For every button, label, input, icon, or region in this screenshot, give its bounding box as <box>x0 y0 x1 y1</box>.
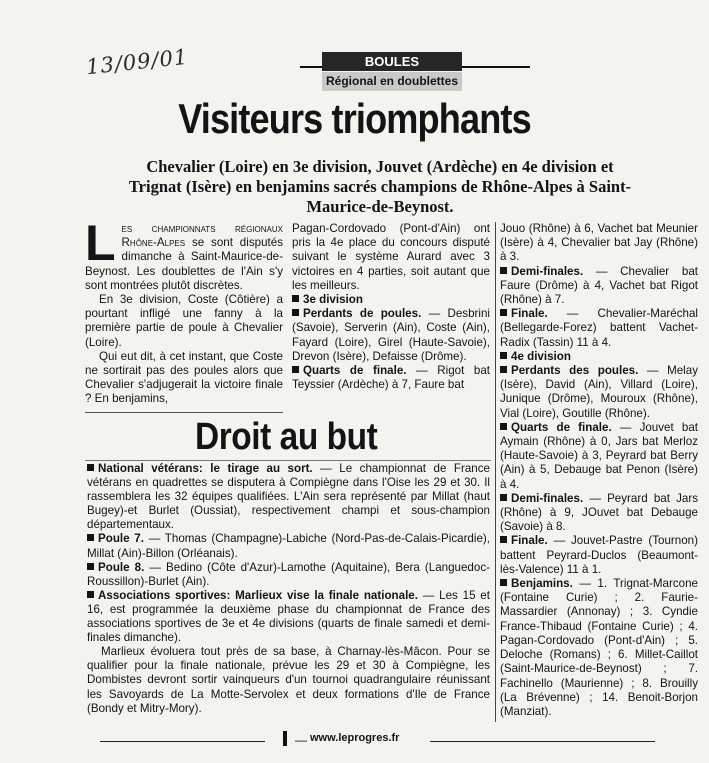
square-bullet-icon <box>500 423 507 430</box>
subheading: Benjamins. <box>511 577 573 591</box>
subheading: 4e division <box>511 349 571 363</box>
square-bullet-icon <box>87 534 94 541</box>
article-deck: Chevalier (Loire) en 3e division, Jouvet (Ardèche) en 4e division et Trignat (Isère) en benjamins sacrés champions de Rhône-Alpes à Saint-Maurice-de-Beynost. <box>128 157 632 216</box>
paragraph: — Jouvet bat Aymain (Rhône) à 0, Jars bat Merloz (Haute-Savoie) à 3, Peyrard bat Berry (Ain) à 5, Debauge bat Penon (Isère) à 4. <box>500 420 698 491</box>
paragraph: — Jouvet-Pastre (Tournon) battent Peyrard-Duclos (Beaumont-lès-Valence) 11 à 1. <box>500 534 698 576</box>
paragraph: En 3e division, Coste (Côtière) a pourtant infligé une fanny à la première partie de poule à Chevalier (Loire). <box>85 293 283 349</box>
subheading: Perdants de poules. <box>303 307 422 321</box>
article-headline: Visiteurs triomphants <box>178 95 531 142</box>
subheading: Poule 7. <box>98 532 144 546</box>
square-bullet-icon <box>500 536 507 543</box>
subheading: Quarts de finale. <box>511 420 612 434</box>
square-bullet-icon <box>500 352 507 359</box>
paragraph: — Melay (Isère), David (Ain), Villard (Loire), Junique (Drôme), Mouroux (Rhône), Vial (Loire), Goutille (Rhône). <box>500 364 698 420</box>
paragraph: — Les 15 et 16, est programmée la deuxième phase du championnat de France des associations sportives de 3e et 4e divisions (quarts de finale samedi et demi-finales dimanche). <box>87 588 490 645</box>
paragraph: — Chevalier bat Faure (Drôme) à 4, Vachet bat Rigot (Rhône) à 7. <box>500 264 698 307</box>
paragraph: Marlieux évoluera tout près de sa base, à Charnay-lès-Mâcon. Pour se qualifier pour la finale nationale, prévue les 29 et 30 à Compiègne, les Dombistes devront sortir vainqueurs d'un tournoi quadrangulaire réunissant les Savoyards de La Motte-Servolex et deux formations d'Ile de France (Bondy et Mitry-Mory). <box>87 645 490 715</box>
article-column-3 <box>500 222 698 719</box>
article-column-2 <box>292 222 490 392</box>
square-bullet-icon <box>292 295 299 302</box>
subheading: Perdants des poules. <box>511 364 639 378</box>
paragraph: se sont disputés dimanche à Saint-Maurice-de-Beynost. Les doublettes de l'Ain s'y sont montrées plutôt discrètes. <box>85 236 283 292</box>
subsection-label: Régional en doublettes <box>322 72 462 91</box>
lead-in: es championnats régionaux Rhône-Alpes <box>121 222 283 250</box>
paragraph: — Le championnat de France vétérans en quadrettes se disputera à Compiègne dans l'Oise les 29 et 30. Il rassemblera les 32 équipes qualifiées. L'Ain sera représenté par Millat (haut Bugey)-et Burlet (Oussiat), respectivement champi et sous-champion départementaux. <box>87 462 490 532</box>
footer-bar <box>283 731 287 746</box>
paragraph: — Rigot bat Teyssier (Ardèche) à 7, Faure bat <box>292 364 490 392</box>
square-bullet-icon <box>500 579 507 586</box>
subheading: 3e division <box>303 293 363 307</box>
square-bullet-icon <box>500 309 507 316</box>
subheading: Quarts de finale. <box>303 364 407 378</box>
subheading: National vétérans: le tirage au sort. <box>98 462 313 475</box>
square-bullet-icon <box>87 464 94 471</box>
paragraph: — Chevalier-Maréchal (Bellegarde-Forez) battent Vachet-Radix (Tassin) 11 à 4. <box>500 307 698 349</box>
paragraph: Qui eut dit, à cet instant, que Coste ne sortirait pas des poules alors que Chevalier s'adjugerait la victoire finale ? En benjamins, <box>85 349 283 406</box>
square-bullet-icon <box>292 309 299 316</box>
article-column-1 <box>85 215 283 407</box>
paragraph: Pagan-Cordovado (Pont-d'Ain) ont pris la 4e place du concours disputé suivant le système Aurard avec 3 victoires en 4 parties, soit autant que les meilleurs. <box>292 222 490 292</box>
footer-rule-right <box>430 741 655 742</box>
section-label: BOULES <box>322 52 462 71</box>
subheading: Demi-finales. <box>511 264 584 278</box>
subheading: Finale. <box>511 307 548 321</box>
footer-url[interactable]: www.leprogres.fr <box>310 732 400 744</box>
paragraph: — Bedino (Côte d'Azur)-Lamothe (Aquitaine), Bera (Languedoc-Roussillon)-Burlet (Ain). <box>87 560 490 588</box>
paragraph: — Thomas (Champagne)-Labiche (Nord-Pas-de-Calais-Picardie), Millat (Ain)-Billon (Orléanais). <box>87 532 490 560</box>
paragraph: — Peyrard bat Jars (Rhône) à 9, JOuvet bat Debauge (Savoie) à 8. <box>500 491 698 534</box>
column-divider <box>495 222 496 722</box>
square-bullet-icon <box>500 267 507 274</box>
paragraph: Jouo (Rhône) à 6, Vachet bat Meunier (Isère) à 4, Chevalier bat Jay (Rhône) à 3. <box>500 222 698 264</box>
brief-body <box>87 462 490 716</box>
subheading: Finale. <box>511 534 548 548</box>
square-bullet-icon <box>87 563 94 570</box>
paragraph: — 1. Trignat-Marcone (Fontaine Curie) ; 2. Faurie-Massardier (Annonay) ; 3. Cyndie France-Thibaud (Fontaine Curie) ; 4. Pagan-Cordovado (Pont-d'Ain) ; 5. Deloche (Romans) ; 6. Millet-Caillot (Saint-Maurice-de-Beynost) ; 7. Fachinello (Maurienne) ; 8. Brouilly (La Brévenne) ; 14. Benoit-Borjon (Manziat). <box>500 577 698 718</box>
drop-cap: L <box>85 215 116 271</box>
square-bullet-icon <box>500 366 507 373</box>
square-bullet-icon <box>292 366 299 373</box>
handwritten-date: 13/09/01 <box>85 44 190 80</box>
subheading: Demi-finales. <box>511 491 584 505</box>
subheading: Associations sportives: Marlieux vise la finale nationale. <box>98 588 418 602</box>
brief-headline: Droit au but <box>195 416 378 458</box>
footer-rule-left <box>100 741 265 742</box>
column-rule <box>85 412 283 413</box>
subheading: Poule 8. <box>98 560 145 574</box>
square-bullet-icon <box>500 494 507 501</box>
brief-rule <box>85 460 491 461</box>
paragraph: — Desbrini (Savoie), Serverin (Ain), Coste (Ain), Fayard (Loire), Girel (Haute-Savoie), Drevon (Isère), Defaisse (Drôme). <box>292 307 491 363</box>
square-bullet-icon <box>87 591 94 598</box>
footer-dash: — <box>295 733 307 747</box>
